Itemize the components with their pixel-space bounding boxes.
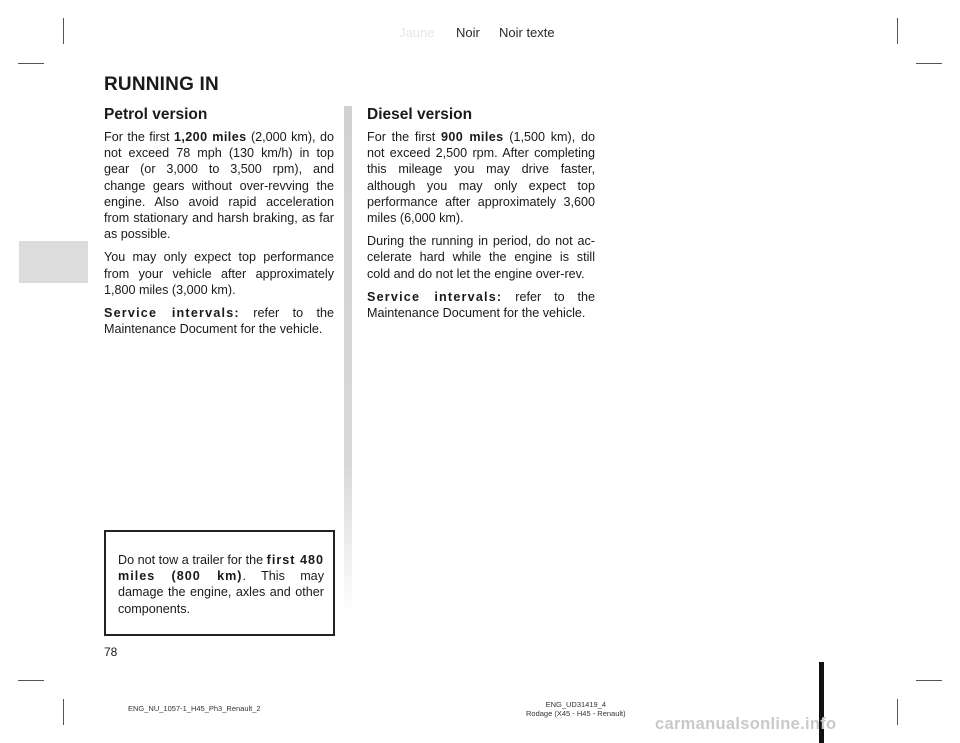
petrol-section	[104, 129, 334, 344]
petrol-heading: Petrol version	[104, 106, 208, 123]
diesel-paragraph-2: During the running in period, do not accelerate hard while the engine is still cold and do not let the engine over-rev.	[367, 234, 595, 281]
diesel-service-text: refer to the Maintenance Document for the vehicle.	[367, 289, 595, 321]
warning-box	[104, 530, 335, 636]
crop-mark	[897, 699, 898, 725]
warning-text-start: Do not tow a trailer for the	[118, 553, 267, 567]
petrol-p1-mileage: 1,200 miles	[173, 130, 247, 144]
crop-mark	[63, 699, 64, 725]
footer-section-name: Rodage (X45 - H45 - Renault)	[526, 709, 626, 718]
crop-mark	[18, 63, 44, 64]
page-title: RUNNING IN	[104, 74, 219, 95]
petrol-paragraph-2: You may only expect top performance from your vehicle after approximately 1,800 miles (3,000 km).	[104, 250, 334, 297]
footer-section-id: ENG_UD31419_4	[545, 700, 607, 709]
footer-document-code: ENG_NU_1057-1_H45_Ph3_Renault_2	[128, 704, 261, 713]
watermark: carmanualsonline.info	[655, 715, 837, 733]
warning-text-end: . This may damage the engine, axles and other components.	[118, 569, 324, 616]
plate-label-jaune: Jaune	[399, 25, 435, 40]
crop-mark	[897, 18, 898, 44]
diesel-heading: Diesel version	[367, 106, 473, 123]
crop-mark	[63, 18, 64, 44]
diesel-p1-text-end: (1,500 km), do not exceed 2,500 rpm. After completing this mileage you may drive faster, although you may only expect top performance after approximately 3,600 miles (6,000 km).	[367, 130, 595, 226]
petrol-service-label: Service intervals:	[104, 306, 240, 321]
diesel-service-label: Service intervals:	[367, 289, 503, 304]
petrol-paragraph-1	[104, 129, 334, 242]
crop-mark	[916, 680, 942, 681]
column-divider	[344, 106, 352, 616]
diesel-service-paragraph	[367, 289, 595, 321]
petrol-service-paragraph	[104, 305, 334, 337]
petrol-service-text: refer to the Maintenance Document for the vehicle.	[104, 306, 334, 337]
petrol-p1-text: For the first	[104, 130, 174, 144]
chapter-tab	[19, 241, 88, 283]
petrol-p1-text-end: (2,000 km), do not exceed 78 mph (130 km/h) in top gear (or 3,000 to 3,500 rpm), and change gears without over-revving the engine. Also avoid rapid acceleration from stationary and harsh braking, as far as possible.	[104, 130, 334, 242]
diesel-p1-text: For the first	[367, 130, 441, 144]
diesel-paragraph-1	[367, 129, 595, 226]
plate-label-noir-texte: Noir texte	[499, 25, 555, 40]
footer-section-code	[526, 700, 626, 718]
crop-mark	[916, 63, 942, 64]
plate-label-noir: Noir	[456, 25, 480, 40]
diesel-section	[367, 129, 595, 328]
page-number: 78	[104, 645, 118, 659]
warning-text	[118, 552, 324, 617]
diesel-p1-mileage: 900 miles	[440, 130, 504, 144]
crop-mark	[18, 680, 44, 681]
warning-mileage: first 480 miles (800 km)	[118, 553, 324, 584]
